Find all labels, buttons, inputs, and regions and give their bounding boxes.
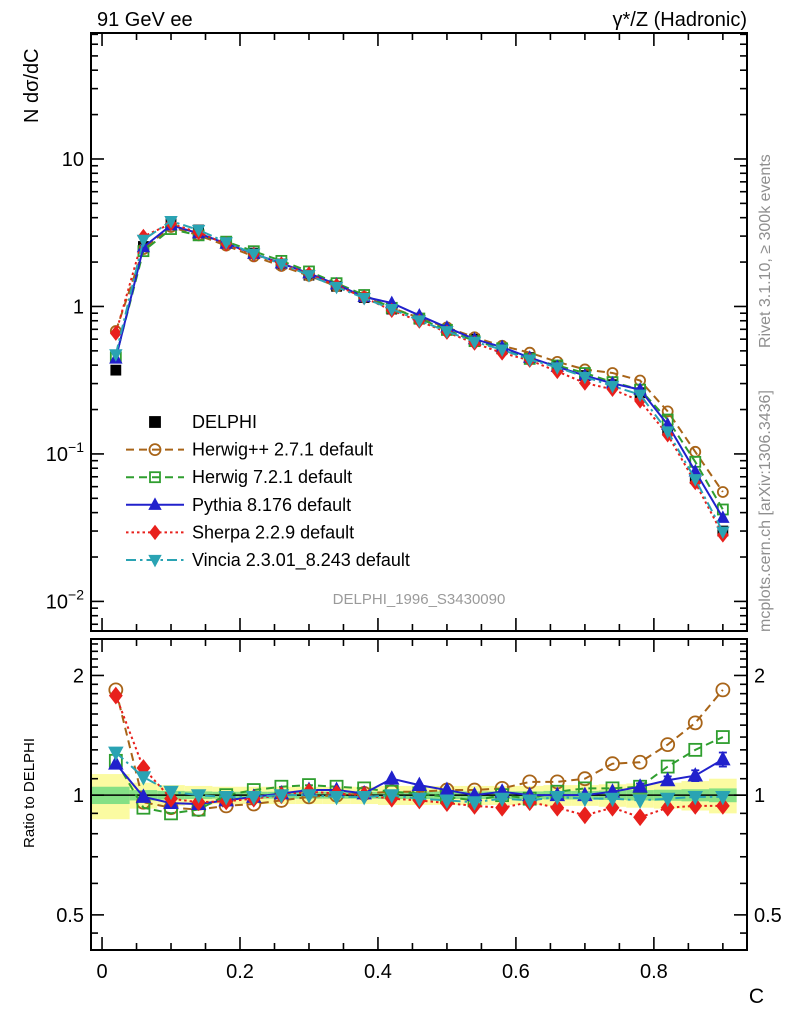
ratio-y-tick-label-right: 2 (754, 665, 766, 688)
x-tick-label: 0 (96, 961, 108, 983)
diamond-marker (111, 327, 121, 339)
ratio-y-tick-label: 1 (72, 785, 84, 808)
legend (126, 412, 410, 571)
rivet-version-note: Rivet 3.1.10, ≥ 300k events (757, 154, 774, 348)
axis-tick-labels (46, 149, 782, 983)
ratio-y-tick-label-right: 1 (754, 785, 766, 808)
diamond-marker (150, 526, 160, 538)
panel-border (91, 33, 747, 631)
legend-entry (150, 412, 257, 432)
x-tick-label: 0.6 (502, 961, 530, 983)
ratio-y-tick-label: 0.5 (56, 904, 84, 927)
data-series (109, 217, 729, 825)
legend-label: Sherpa 2.2.9 default (192, 522, 355, 543)
x-tick-label: 0.8 (639, 961, 668, 983)
main-y-tick-label: $10^{-1}$ (45, 438, 84, 466)
series-delphi (111, 218, 727, 536)
square-marker (150, 417, 160, 427)
legend-label: Vincia 2.3.01_8.243 default (192, 550, 410, 570)
square-marker (111, 366, 120, 375)
mcplots-arxiv-note: mcplots.cern.ch [arXiv:1306.3436] (757, 390, 774, 632)
main-y-tick-label: $10^{-2}$ (45, 586, 84, 614)
right-title: γ*/Z (Hadronic) (612, 9, 747, 31)
legend-entry (126, 495, 351, 515)
legend-entry (126, 467, 352, 487)
main-y-axis-title: N dσ/dC (21, 48, 43, 123)
legend-entry (126, 550, 410, 571)
legend-label: Herwig 7.2.1 default (192, 467, 353, 488)
diamond-marker (110, 688, 122, 703)
triangle-up-marker (386, 772, 398, 784)
ratio-y-tick-label-right: 0.5 (754, 904, 782, 927)
legend-label: DELPHI (192, 412, 258, 432)
series-line (116, 224, 723, 535)
main-y-tick-label: 10 (61, 148, 84, 171)
diamond-marker (579, 808, 591, 823)
x-axis-title: C (748, 985, 764, 1008)
legend-label: Herwig++ 2.7.1 default (192, 439, 374, 460)
circle-marker (689, 716, 702, 729)
left-title: 91 GeV ee (97, 9, 193, 31)
x-tick-label: 0.4 (364, 961, 392, 983)
legend-entry (126, 522, 354, 542)
triangle-up-marker (689, 769, 701, 781)
axes-frame (91, 33, 747, 950)
diamond-marker (634, 810, 646, 825)
ratio-y-tick-label: 2 (72, 665, 84, 688)
analysis-id-watermark: DELPHI_1996_S3430090 (332, 591, 506, 608)
ratio-y-axis-title: Ratio to DELPHI (21, 737, 38, 848)
legend-entry (126, 440, 373, 460)
triangle-up-marker (717, 753, 729, 765)
x-tick-label: 0.2 (226, 961, 254, 983)
axis-ticks (91, 33, 747, 950)
legend-label: Pythia 8.176 default (192, 494, 352, 515)
main-y-tick-label: 1 (72, 296, 84, 319)
